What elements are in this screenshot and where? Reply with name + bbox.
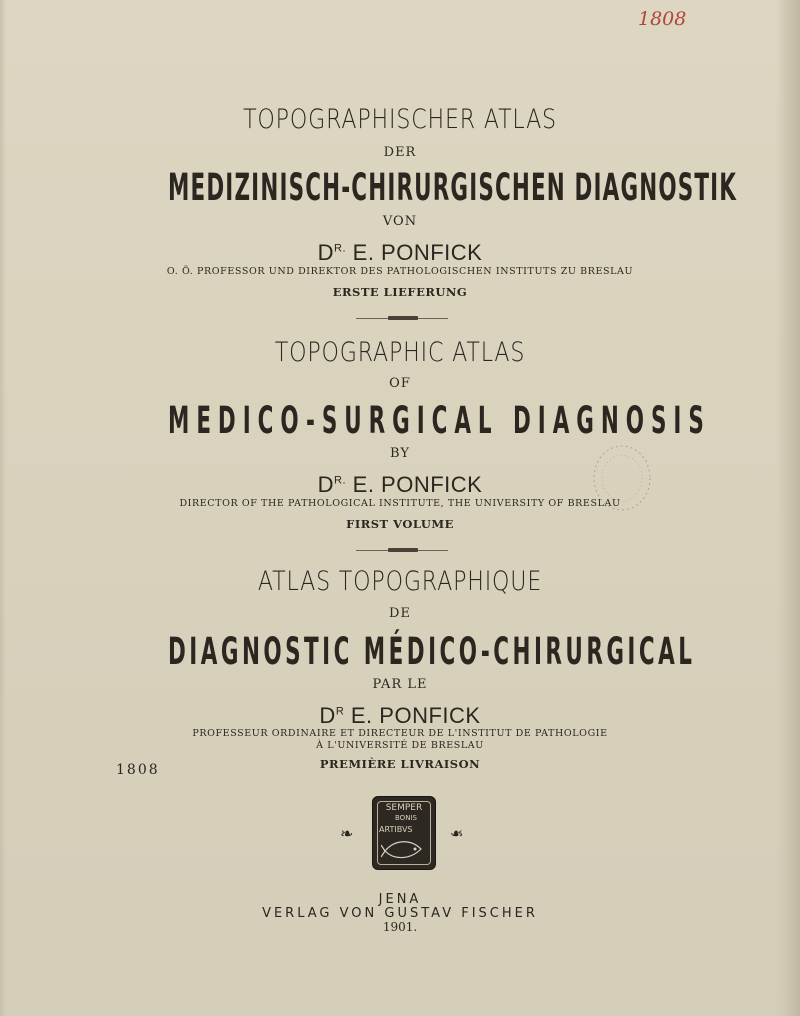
- german-von: VON: [382, 214, 418, 229]
- french-title-line2: DIAGNOSTIC MÉDICO-CHIRURGICAL: [168, 630, 696, 673]
- right-ornament-icon: ❧: [450, 824, 464, 843]
- german-author: $D^{R.}$ E. PONFICK: [317, 240, 483, 265]
- english-by: BY: [390, 446, 410, 461]
- library-stamp-icon: [590, 442, 654, 514]
- french-author: $D^R$ E. PONFICK: [319, 703, 481, 728]
- publisher-name: VERLAG VON GUSTAV FISCHER: [262, 906, 538, 921]
- english-part: FIRST VOLUME: [346, 517, 454, 531]
- french-affiliation-line2: À L'UNIVERSITÉ DE BRESLAU: [316, 740, 484, 751]
- publisher-year: 1901.: [382, 920, 418, 934]
- side-number: 1808: [116, 762, 160, 778]
- left-ornament-icon: ❧: [340, 824, 354, 843]
- german-der: DER: [383, 145, 417, 160]
- french-affiliation-line1: PROFESSEUR ORDINAIRE ET DIRECTEUR DE L'INSTITUT DE PATHOLOGIE: [192, 728, 608, 739]
- english-title-line1: TOPOGRAPHIC ATLAS: [274, 337, 526, 368]
- german-title-line2: MEDIZINISCH-CHIRURGISCHEN DIAGNOSTIK: [168, 166, 738, 209]
- divider-ornament: [388, 548, 418, 552]
- english-of: OF: [389, 376, 411, 391]
- handwritten-note: 1808: [638, 8, 687, 30]
- publisher-logo: SEMPER BONIS ARTIBVS: [372, 796, 436, 870]
- divider-ornament: [388, 316, 418, 320]
- french-de: DE: [389, 606, 411, 621]
- fish-emblem-icon: [381, 837, 427, 863]
- french-title-line1: ATLAS TOPOGRAPHIQUE: [257, 566, 543, 597]
- publisher-city: JENA: [378, 892, 422, 907]
- english-affiliation: DIRECTOR OF THE PATHOLOGICAL INSTITUTE, THE UNIVERSITY OF BRESLAU: [179, 498, 621, 509]
- french-par-le: PAR LE: [372, 677, 428, 692]
- german-part: ERSTE LIEFERUNG: [332, 285, 468, 299]
- english-author: $D^{R.}$ E. PONFICK: [317, 472, 483, 497]
- german-title-line1: TOPOGRAPHISCHER ATLAS: [243, 104, 557, 135]
- french-part: PREMIÈRE LIVRAISON: [319, 757, 481, 771]
- german-affiliation: O. Ö. PROFESSOR UND DIREKTOR DES PATHOLOGISCHEN INSTITUTS ZU BRESLAU: [166, 266, 634, 277]
- english-title-line2: MEDICO-SURGICAL DIAGNOSIS: [168, 399, 711, 442]
